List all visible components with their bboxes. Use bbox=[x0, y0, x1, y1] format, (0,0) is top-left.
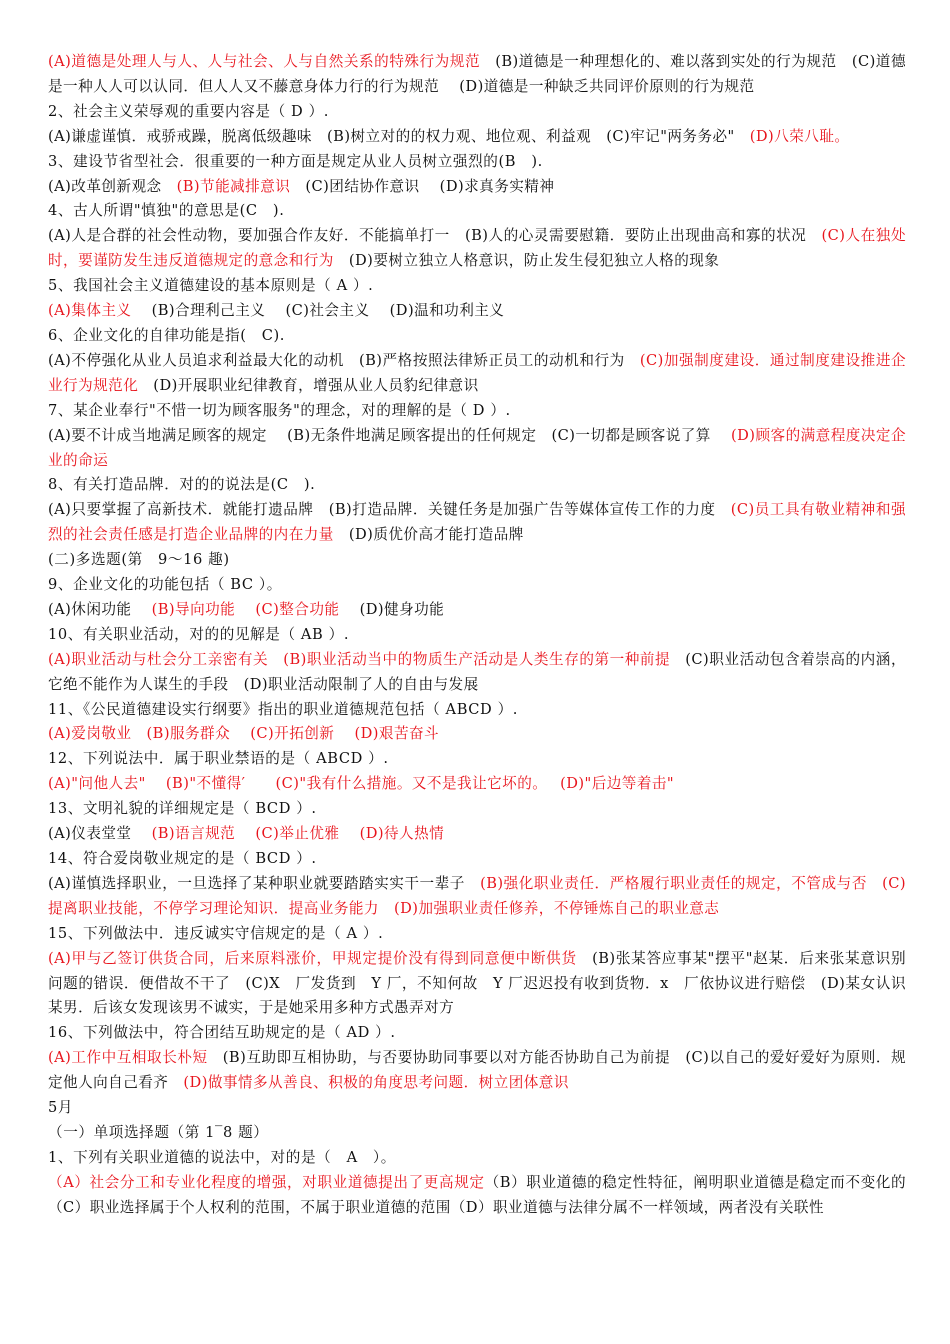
answer-text: (B)强化职业责任．严格履行职业责任的规定，不管成与否 (C)提离职业技能，不停学习理论知识．提高业务能力 (D)加强职业责任修养，不停锤炼自己的职业意志 bbox=[48, 874, 906, 917]
body-text: (A)人是合群的社会性动物，要加强合作友好．不能搞单打一 (B)人的心灵需要慰籍．要防止出现曲高和寡的状况 bbox=[48, 227, 822, 245]
body-text: (A)只要掌握了高新技术．就能打遗品牌 (B)打造品牌．关键任务是加强广告等媒体宣传工作的力度 bbox=[48, 501, 731, 519]
body-text: 6、企业文化的自律功能是指( C). bbox=[48, 326, 285, 344]
body-text: (A)不停强化从业人员追求利益最大化的动机 (B)严格按照法律矫正员工的动机和行为 bbox=[48, 351, 640, 369]
body-text: (D)开展职业纪律教育，增强从业人员豹纪律意识 bbox=[138, 376, 479, 394]
body-text: 16、下列做法中，符合团结互助规定的是（ AD ）. bbox=[48, 1024, 396, 1042]
answer-text: (B)语言规范 (C)举止优雅 (D)待人热情 bbox=[151, 825, 445, 843]
question-line bbox=[48, 847, 906, 872]
answer-text: (A)集体主义 bbox=[48, 302, 132, 320]
body-text: (二)多选题(第 9～16 趣) bbox=[48, 551, 230, 569]
question-line bbox=[48, 623, 906, 648]
body-text: (B)张某答应事某"摆平"赵某．后来张某意识别问题的错误．便借故不干了 (C)X 厂发货到 Y 厂，不知何故 Y 厂迟迟投有收到货物．x 厂依协议进行赔偿 (D)某女认识某男．后该女发现该男不诚实，于是她采用多种方式愚弄对方 bbox=[48, 949, 906, 1017]
body-text: (D)健身功能 bbox=[339, 600, 445, 618]
body-text: (C)职业活动包含着崇高的内涵，它绝不能作为人谋生的手段 (D)职业活动限制了人的自由与发展 bbox=[48, 650, 906, 693]
option-paragraph bbox=[48, 424, 906, 474]
option-paragraph bbox=[48, 947, 906, 1022]
body-text: 15、下列做法中．违反诚实守信规定的是（ A ）. bbox=[48, 924, 384, 942]
body-text: 1、下列有关职业道德的说法中，对的是（ A ）。 bbox=[48, 1148, 396, 1166]
answer-text: (C)加强制度建设．通过制度建设推进企业行为规范化 bbox=[48, 351, 906, 394]
question-line bbox=[48, 1021, 906, 1046]
body-text: 4、古人所谓"慎独"的意思是(C ). bbox=[48, 202, 285, 220]
option-paragraph bbox=[48, 872, 906, 922]
option-paragraph bbox=[48, 1171, 906, 1221]
section-heading bbox=[48, 1121, 906, 1146]
body-text: (A)谨慎选择职业，一旦选择了某种职业就要踏踏实实干一辈子 bbox=[48, 874, 481, 892]
body-text: (D)质优价高才能打造品牌 bbox=[333, 526, 524, 544]
option-paragraph bbox=[48, 648, 906, 698]
body-text: (A)仪表堂堂 bbox=[48, 825, 152, 843]
question-line bbox=[48, 100, 906, 125]
question-line bbox=[48, 797, 906, 822]
question-line bbox=[48, 399, 906, 424]
option-paragraph bbox=[48, 299, 906, 324]
body-text: 8、有关打造品牌．对的的说法是(C ). bbox=[48, 476, 316, 494]
option-paragraph bbox=[48, 349, 906, 399]
body-text: (B)道德是一种理想化的、难以落到实处的行为规范 (C)道德是一种人人可以认同．但人人又不藤意身体力行的行为规范 (D)道德是一种缺乏共同评价原则的行为规范 bbox=[48, 53, 906, 95]
body-text: 10、有关职业活动，对的的见解是（ AB ）. bbox=[48, 625, 350, 643]
question-line bbox=[48, 573, 906, 598]
option-paragraph bbox=[48, 772, 906, 797]
option-paragraph bbox=[48, 50, 906, 100]
question-line bbox=[48, 1146, 906, 1171]
body-text: 13、文明礼貌的详细规定是（ BCD ）. bbox=[48, 800, 317, 818]
question-line bbox=[48, 473, 906, 498]
answer-text: (C)员工具有敬业精神和强烈的社会责任感是打造企业品牌的内在力量 bbox=[48, 501, 906, 544]
body-text: (A)谦虚谨慎．戒骄戒躁，脱离低级趣味 (B)树立对的的权力观、地位观、利益观 (C)牢记"两务务必" bbox=[48, 127, 750, 145]
answer-text: （A）社会分工和专业化程度的增强，对职业道德提出了更高规定 bbox=[48, 1173, 485, 1191]
body-text: (B)合理利己主义 (C)社会主义 (D)温和功利主义 bbox=[131, 302, 505, 320]
answer-text: (A)"问他人去" (B)"不懂得′ (C)"我有什么措施。又不是我让它坏的。 (D)"后边等着击" bbox=[48, 775, 675, 793]
answer-text: (A)道德是处理人与人、人与社会、人与自然关系的特殊行为规范 bbox=[48, 53, 481, 70]
body-text: 5月 bbox=[48, 1099, 74, 1117]
answer-text: (A)职业活动与杜会分工亲密有关 (B)职业活动当中的物质生产活动是人类生存的第一种前提 bbox=[48, 650, 671, 668]
body-text: 5、我国社会主义道德建设的基本原则是（ A ）. bbox=[48, 277, 374, 295]
answer-text: (B)导向功能 (C)整合功能 bbox=[151, 600, 340, 618]
option-paragraph bbox=[48, 722, 906, 747]
body-text: (D)要树立独立人格意识，防止发生侵犯独立人格的现象 bbox=[333, 252, 720, 270]
body-text: (A)改革创新观念 bbox=[48, 177, 177, 195]
body-text: 9、企业文化的功能包括（ BC ）。 bbox=[48, 576, 282, 594]
body-text: (A)要不计成当地满足顾客的规定 (B)无条件地满足顾客提出的任何规定 (C)一切都是顾客说了算 bbox=[48, 426, 732, 444]
question-line bbox=[48, 747, 906, 772]
body-text: 12、下列说法中．属于职业禁语的是（ ABCD ）. bbox=[48, 750, 389, 768]
question-line bbox=[48, 922, 906, 947]
body-text: （B）职业道德的稳定性特征，阐明职业道德是稳定而不变化的（C）职业选择属于个人权利的范围，不属于职业道德的范围（D）职业道德与法律分属不一样领域，两者没有关联性 bbox=[48, 1173, 906, 1216]
option-paragraph bbox=[48, 175, 906, 200]
question-line bbox=[48, 324, 906, 349]
body-text: 7、某企业奉行"不惜一切为顾客服务"的理念，对的理解的是（ D ）. bbox=[48, 401, 511, 419]
answer-text: (A)甲与乙签订供货合同，后来原料涨价，甲规定提价没有得到同意便中断供货 bbox=[48, 949, 577, 967]
body-text: 3、建设节省型社会．很重要的一种方面是规定从业人员树立强烈的(B ). bbox=[48, 152, 543, 170]
body-text: (B)互助即互相协助，与否要协助同事要以对方能否协助自己为前提 (C)以自己的爱好爱好为原则．规定他人向自己看齐 bbox=[48, 1049, 907, 1092]
body-text: (A)休闲功能 bbox=[48, 600, 152, 618]
section-heading bbox=[48, 548, 906, 573]
body-text: 14、符合爱岗敬业规定的是（ BCD ）. bbox=[48, 850, 317, 867]
answer-text: (C)人在独处时，要谨防发生违反道德规定的意念和行为 bbox=[48, 227, 906, 270]
answer-text: (A)爱岗敬业 (B)服务群众 (C)开拓创新 (D)艰苦奋斗 bbox=[48, 725, 440, 743]
question-line bbox=[48, 150, 906, 175]
body-text: 2、社会主义荣辱观的重要内容是（ D ）. bbox=[48, 102, 330, 120]
section-heading bbox=[48, 1096, 906, 1121]
answer-text: (D)八荣八耻。 bbox=[749, 127, 850, 145]
option-paragraph bbox=[48, 224, 906, 274]
option-paragraph bbox=[48, 1046, 906, 1096]
answer-text: (D)做事情多从善良、积极的角度思考问题．树立团体意识 bbox=[183, 1074, 569, 1092]
option-paragraph bbox=[48, 822, 906, 847]
body-text: （一）单项选择题（第 1‾8 题） bbox=[48, 1123, 269, 1141]
option-paragraph bbox=[48, 125, 906, 150]
question-line bbox=[48, 698, 906, 723]
option-paragraph bbox=[48, 598, 906, 623]
option-paragraph bbox=[48, 498, 906, 548]
document-body bbox=[48, 50, 906, 1221]
body-text: 11、《公民道德建设实行纲要》指出的职业道德规范包括（ ABCD ）. bbox=[48, 700, 519, 718]
answer-text: (D)顾客的满意程度决定企业的命运 bbox=[48, 426, 906, 469]
body-text: (C)团结协作意识 (D)求真务实精神 bbox=[290, 177, 555, 195]
answer-text: (A)工作中互相取长朴短 bbox=[48, 1049, 208, 1067]
question-line bbox=[48, 274, 906, 299]
question-line bbox=[48, 199, 906, 224]
answer-text: (B)节能减排意识 bbox=[176, 177, 291, 195]
